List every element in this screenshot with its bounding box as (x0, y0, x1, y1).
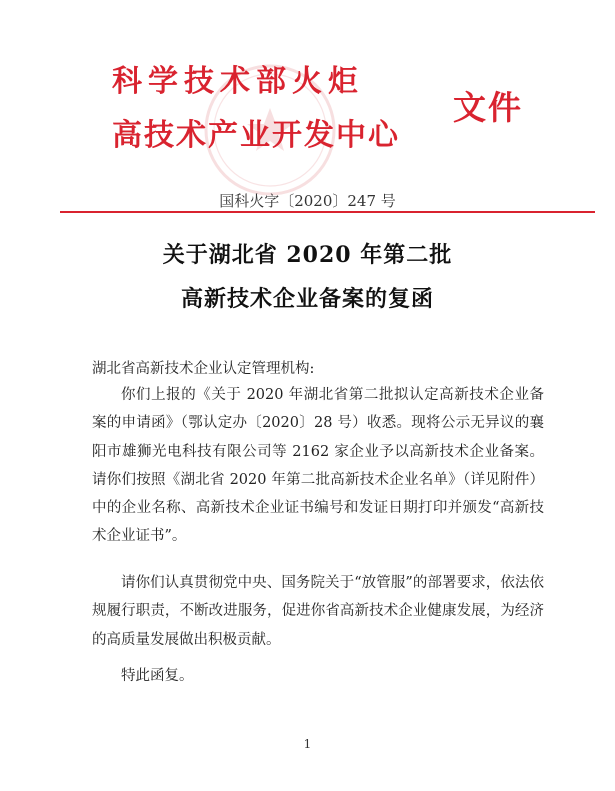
letterhead-red-rule (60, 211, 595, 213)
letterhead-org-line-1: 科学技术部火炬 (112, 64, 364, 99)
closing-line: 特此函复。 (121, 668, 194, 684)
document-title-line-1: 关于湖北省 2020 年第二批 (162, 242, 453, 268)
letterhead-org-line-2: 高技术产业开发中心 (112, 118, 400, 153)
letterhead-document-word: 文件 (453, 88, 523, 127)
salutation: 湖北省高新技术企业认定管理机构: (92, 361, 315, 377)
body-paragraph: 请你们认真贯彻党中央、国务院关于“放管服”的部署要求，依法依规履行职责，不断改进服务，促进你省高新技术企业健康发展，为经济的高质量发展做出积极贡献。 (92, 575, 544, 648)
body-paragraph: 你们上报的《关于 2020 年湖北省第二批拟认定高新技术企业备案的申请函》（鄂认定办〔2020〕28 号）收悉。现将公示无异议的襄阳市雄狮光电科技有限公司等 2162 家企业予以高新技术企业备案。请你们按照《湖北省 2020 年第二批高新技术企业名单》（详见附件）中的企业名称、高新技术企业证书编号和发证日期打印并颁发“高新技术企业证书”。 (92, 387, 544, 545)
document-number: 国科火字〔2020〕247 号 (219, 192, 396, 210)
page-number: 1 (303, 737, 312, 751)
document-title-line-2: 高新技术企业备案的复函 (180, 286, 434, 312)
